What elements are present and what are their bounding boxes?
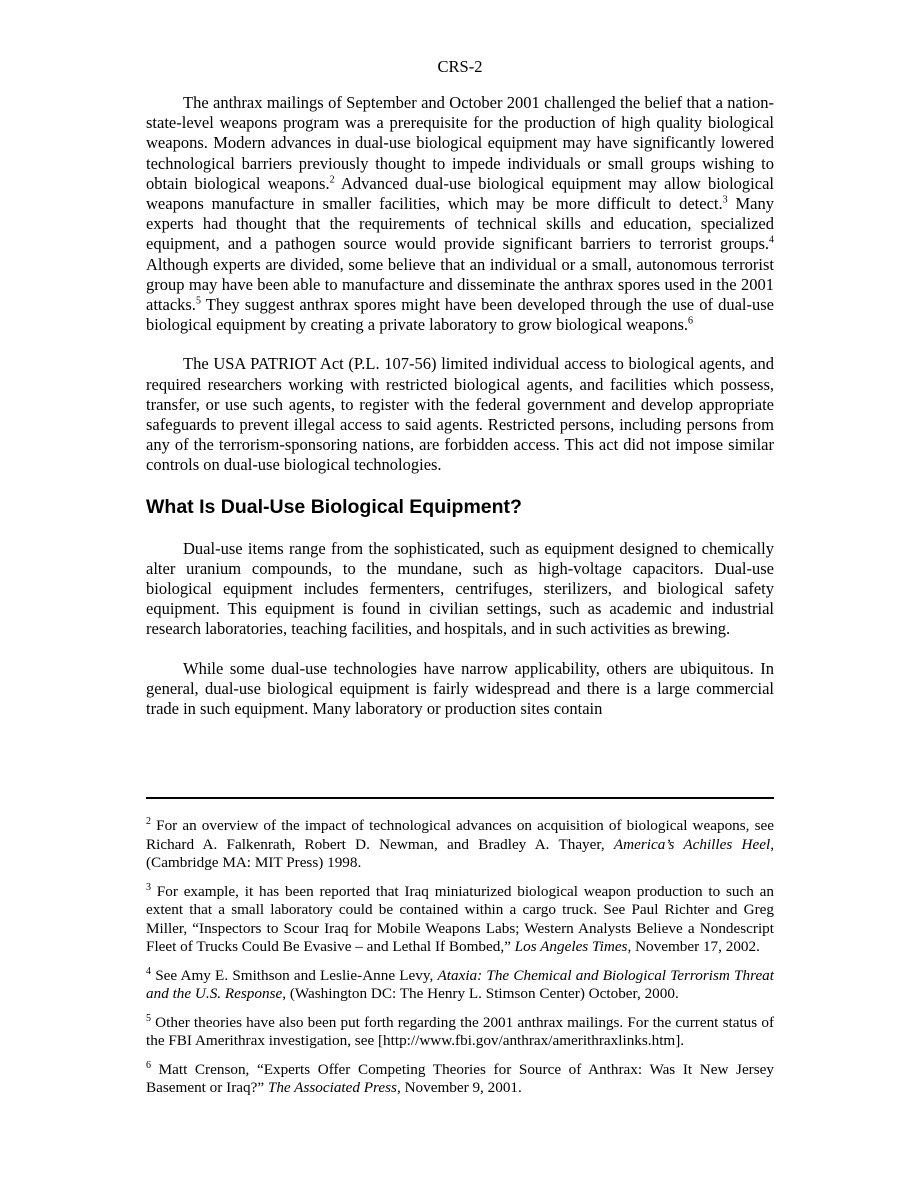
footnote-number: 3 bbox=[146, 881, 151, 893]
footnote-2 bbox=[146, 817, 774, 873]
page-number-header: CRS-2 bbox=[437, 57, 483, 76]
section-heading: What Is Dual-Use Biological Equipment? bbox=[146, 495, 522, 518]
sentence: The anthrax mailings of September and October 2001 challenged the belief that a nation-state-level weapons program was a prerequisite for the production of high quality biological weapons. Modern advances in dual-use biological equipment may have significantly lowered technological barriers previously thought to impede individuals or small groups wishing to obtain biological weapons. bbox=[146, 93, 774, 193]
footnote-title: Ataxia: The Chemical and Biological Terrorism Threat and the U.S. Response bbox=[146, 966, 774, 1002]
footnote-title: Los Angeles Times bbox=[514, 938, 628, 955]
footnote-text: , November 9, 2001. bbox=[396, 1079, 522, 1096]
footnote-ref-2[interactable]: 2 bbox=[329, 174, 335, 186]
sentence: Many experts had thought that the requirements of technical skills and education, specialized equipment, and a pathogen source would provide significant barriers to terrorist groups. bbox=[146, 194, 774, 254]
footnote-ref-6[interactable]: 6 bbox=[688, 315, 694, 327]
paragraph-dual-use-items: Dual-use items range from the sophisticated, such as equipment designed to chemically alter uranium compounds, to the mundane, such as high-voltage capacitors. Dual-use biological equipment includes fermenters, centrifuges, sterilizers, and biological safety equipment. This equipment is found in civilian settings, such as academic and industrial research laboratories, teaching facilities, and hospitals, and in such activities as brewing. bbox=[146, 538, 774, 639]
footnote-divider bbox=[146, 797, 774, 799]
paragraph-dual-use-ubiquity: While some dual-use technologies have narrow applicability, others are ubiquitous. In general, dual-use biological equipment is fairly widespread and there is a large commercial trade in such equipment. Many laboratory or production sites contain bbox=[146, 658, 774, 719]
sentence: Advanced dual-use biological equipment may allow biological weapons manufacture in smaller facilities, which may be more difficult to detect. bbox=[146, 173, 774, 214]
fbi-amerithrax-link[interactable]: [http://www.fbi.gov/anthrax/amerithraxlinks.htm] bbox=[378, 1032, 681, 1049]
footnote-number: 5 bbox=[146, 1012, 151, 1024]
footnote-text: , (Washington DC: The Henry L. Stimson Center) October, 2000. bbox=[282, 985, 679, 1002]
sentence: They suggest anthrax spores might have been developed through the use of dual-use biological equipment by creating a private laboratory to grow biological weapons. bbox=[146, 295, 774, 335]
footnote-text: For example, it has been reported that Iraq miniaturized biological weapon production to such an extent that a small laboratory could be contained within a cargo truck. See Paul Richter and Greg Miller, “Inspectors to Scour Iraq for Mobile Weapons Labs; Western Analysts Believe a Nondescript Fleet of Trucks Could Be Evasive – and Lethal If Bombed,” bbox=[146, 882, 774, 955]
footnote-text: For an overview of the impact of technological advances on acquisition of biological weapons, see Richard A. Falkenrath, Robert D. Newman, and Bradley A. Thayer, bbox=[146, 817, 774, 853]
footnote-number: 4 bbox=[146, 965, 151, 977]
footnote-number: 2 bbox=[146, 815, 151, 827]
footnote-ref-5[interactable]: 5 bbox=[195, 295, 201, 307]
footnote-3 bbox=[146, 883, 774, 957]
footnote-text: . bbox=[680, 1032, 685, 1049]
footnote-text: Other theories have also been put forth regarding the 2001 anthrax mailings. For the current status of the FBI Amerithrax investigation, see bbox=[146, 1013, 774, 1049]
footnote-title: America’s Achilles Heel bbox=[613, 835, 771, 853]
paragraph-patriot-act: The USA PATRIOT Act (P.L. 107-56) limited individual access to biological agents, and required researchers working with restricted biological agents, and facilities which possess, transfer, or use such agents, to register with the federal government and develop appropriate safeguards to prevent illegal access to said agents. Restricted persons, including persons from any of the terrorism-sponsoring nations, are forbidden access. This act did not impose similar controls on dual-use biological technologies. bbox=[146, 354, 774, 475]
footnote-text: , November 17, 2002. bbox=[627, 938, 760, 955]
sentence: Although experts are divided, some believe that an individual or a small, autonomous terrorist group may have been able to manufacture and disseminate the anthrax spores used in the 2001 attacks. bbox=[146, 254, 774, 315]
footnote-text: , (Cambridge MA: MIT Press) 1998. bbox=[146, 835, 774, 871]
footnote-4 bbox=[146, 967, 774, 1004]
footnote-5 bbox=[146, 1014, 774, 1051]
footnote-number: 6 bbox=[146, 1059, 151, 1071]
footnotes bbox=[146, 817, 774, 1108]
paragraph-anthrax-mailings bbox=[146, 93, 774, 335]
footnote-ref-3[interactable]: 3 bbox=[722, 194, 728, 206]
page-body bbox=[146, 0, 774, 738]
footnote-text: See Amy E. Smithson and Leslie-Anne Levy, bbox=[151, 966, 438, 984]
footnote-title: The Associated Press bbox=[267, 1079, 397, 1096]
footnote-6 bbox=[146, 1061, 774, 1098]
footnote-text: Matt Crenson, “Experts Offer Competing Theories for Source of Anthrax: Was It New Jersey Basement or Iraq?” bbox=[146, 1060, 774, 1096]
footnote-ref-4[interactable]: 4 bbox=[769, 234, 774, 246]
